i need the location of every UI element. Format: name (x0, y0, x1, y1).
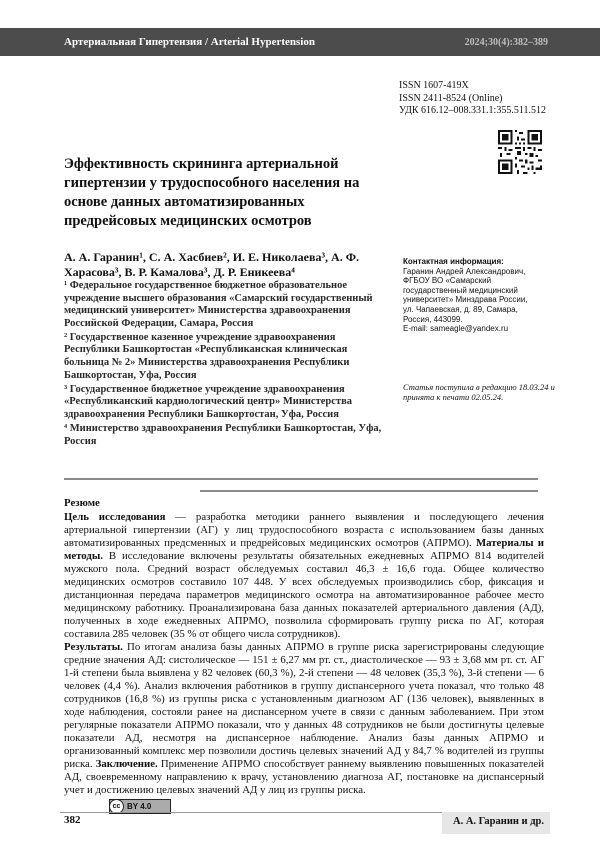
issue-reference: 2024;30(4):382–389 (464, 37, 548, 48)
abstract-paragraph-results (64, 641, 544, 797)
article-title: Эффективность скрининга артериальной гипертензии у трудоспособного населения на основе данных автоматизированных предрейсовых медицинских осмотров (64, 156, 360, 229)
issn-online: ISSN 2411-8524 (Online) (399, 92, 503, 104)
udc-code: УДК 616.12–008.331.1:355.511.512 (399, 105, 546, 116)
license-text: BY 4.0 (127, 802, 152, 811)
abstract-section (64, 497, 544, 797)
contact-line: университет» Минздрава России, (403, 295, 528, 305)
affiliation-4: ⁴ Министерство здравоохранения Республики Башкортостан, Уфа, Россия (64, 423, 382, 447)
journal-name: Артериальная Гипертензия / Arterial Hypertension (64, 36, 315, 48)
article-identifiers (399, 80, 546, 118)
conclusion-label: Заключение. (92, 758, 158, 770)
abstract-paragraph-aim-methods (64, 511, 544, 641)
results-text: По итогам анализа базы данных АПРМО в группе риска зарегистрированы следующие средние значения АД: систолическое — 151 ± 6,27 мм рт. ст., диастолическое — 93 ± 3,68 мм рт. ст. АГ 1-й степени была выявлена у 82 человек (60,3 %), 2-й степени — 48 человек (35,3 %), 3-й степени — 6 человек (4,4 %). Анализ включения работников в группу диспансерного учета показал, что только 48 сотрудников (16,8 %) из группы риска с установленным диагнозом АГ (136 человек), выявленных в ходе наблюдения, состояли ранее на диспансерном учете в связи с данным заболеванием. При этом регулярные показатели АПРМО показали, что у данных 48 сотрудников не были достигнуты целевые показатели АД, несмотря на диспансерное наблюдение. Анализ базы данных АПРМО и организованный комплекс мер позволили достичь целевых значений АД у 84,7 % водителей из группы риска. (64, 641, 544, 770)
divider-rule (64, 478, 538, 480)
contact-heading: Контактная информация: (403, 257, 504, 266)
aim-text: — разработка методики раннего выявления и последующего лечения артериальной гипертензии (АГ) у лиц трудоспособного возраста с использованием базы данных автоматизированных предсменных и предрейсовых медицинских осмотров (АПРМО). (64, 511, 544, 549)
contact-line: Россия, 443099. (403, 314, 463, 324)
conclusion-text: Применение АПРМО способствует раннему выявлению повышенных показателей АД, своевременному направлению к врачу, установлению диагноза АГ, постановке на диспансерный учет и достижению целевых значений АД у лиц из группы риска. (64, 758, 544, 796)
aim-label: Цель исследования (64, 511, 166, 523)
affiliation-3: ³ Государственное бюджетное учреждение здравоохранения «Республиканский кардиологический центр» Министерства здравоохранения Республики Башкортостан, Уфа, Россия (64, 383, 352, 420)
running-author: А. А. Гаранин и др. (453, 816, 544, 827)
divider-rule (200, 490, 538, 492)
methods-text: В исследование включены результаты обязательных ежедневных АПРМО 814 водителей мужского пола. Средний возраст обследуемых составил 46,3 ± 16,6 года. Общее количество медицинских осмотров составило 107 448. У всех обследуемых производились сбор, фиксация и дистанционная передача параметров медицинского осмотра на автоматизированное рабочее место медицинскому работнику. Проанализирована база данных показателей артериального давления (АД), полученных в ходе ежедневных АПРМО, позволила сформировать группу риска по АГ, которая составила 285 человек (35 % от общего числа сотрудников). (64, 550, 544, 640)
contact-line: ФГБОУ ВО «Самарский (403, 276, 492, 286)
results-label: Результаты. (64, 641, 123, 653)
affiliations (64, 280, 384, 450)
affiliation-1: ¹ Федеральное государственное бюджетное образовательное учреждение высшего образования «Самарский государственный медицинский университет» Министерства здравоохранения Российской Федерации, Самара, Россия (64, 280, 373, 329)
contact-line: Гаранин Андрей Александрович, (403, 266, 526, 276)
contact-line: государственный медицинский (403, 285, 518, 295)
qr-code-icon (498, 130, 542, 174)
methods-label: Материалы и методы. (64, 537, 544, 562)
received-date-note: Статья поступила в редакцию 18.03.24 и принята к печати 02.05.24. (403, 382, 555, 402)
contact-email[interactable]: E-mail: sameagle@yandex.ru (403, 324, 509, 334)
issn-print: ISSN 1607-419X (399, 80, 469, 91)
page-number: 382 (64, 814, 81, 826)
affiliation-2: ² Государственное казенное учреждение здравоохранения Республики Башкортостан «Республиканская клиническая больница № 2» Министерства здравоохранения Республики Башкортостан, Уфа, Россия (64, 331, 350, 381)
contact-line: ул. Чапаевская, д. 89, Самара, (403, 304, 518, 314)
abstract-heading: Резюме (64, 497, 100, 509)
author-list: А. А. Гаранин¹, С. А. Хасбиев², И. Е. Николаева³, А. Ф. Харасова³, В. Р. Камалова³, Д. Р. Еникеева⁴ (64, 250, 360, 279)
creative-commons-icon: cc (109, 799, 124, 814)
contact-information (403, 257, 563, 334)
